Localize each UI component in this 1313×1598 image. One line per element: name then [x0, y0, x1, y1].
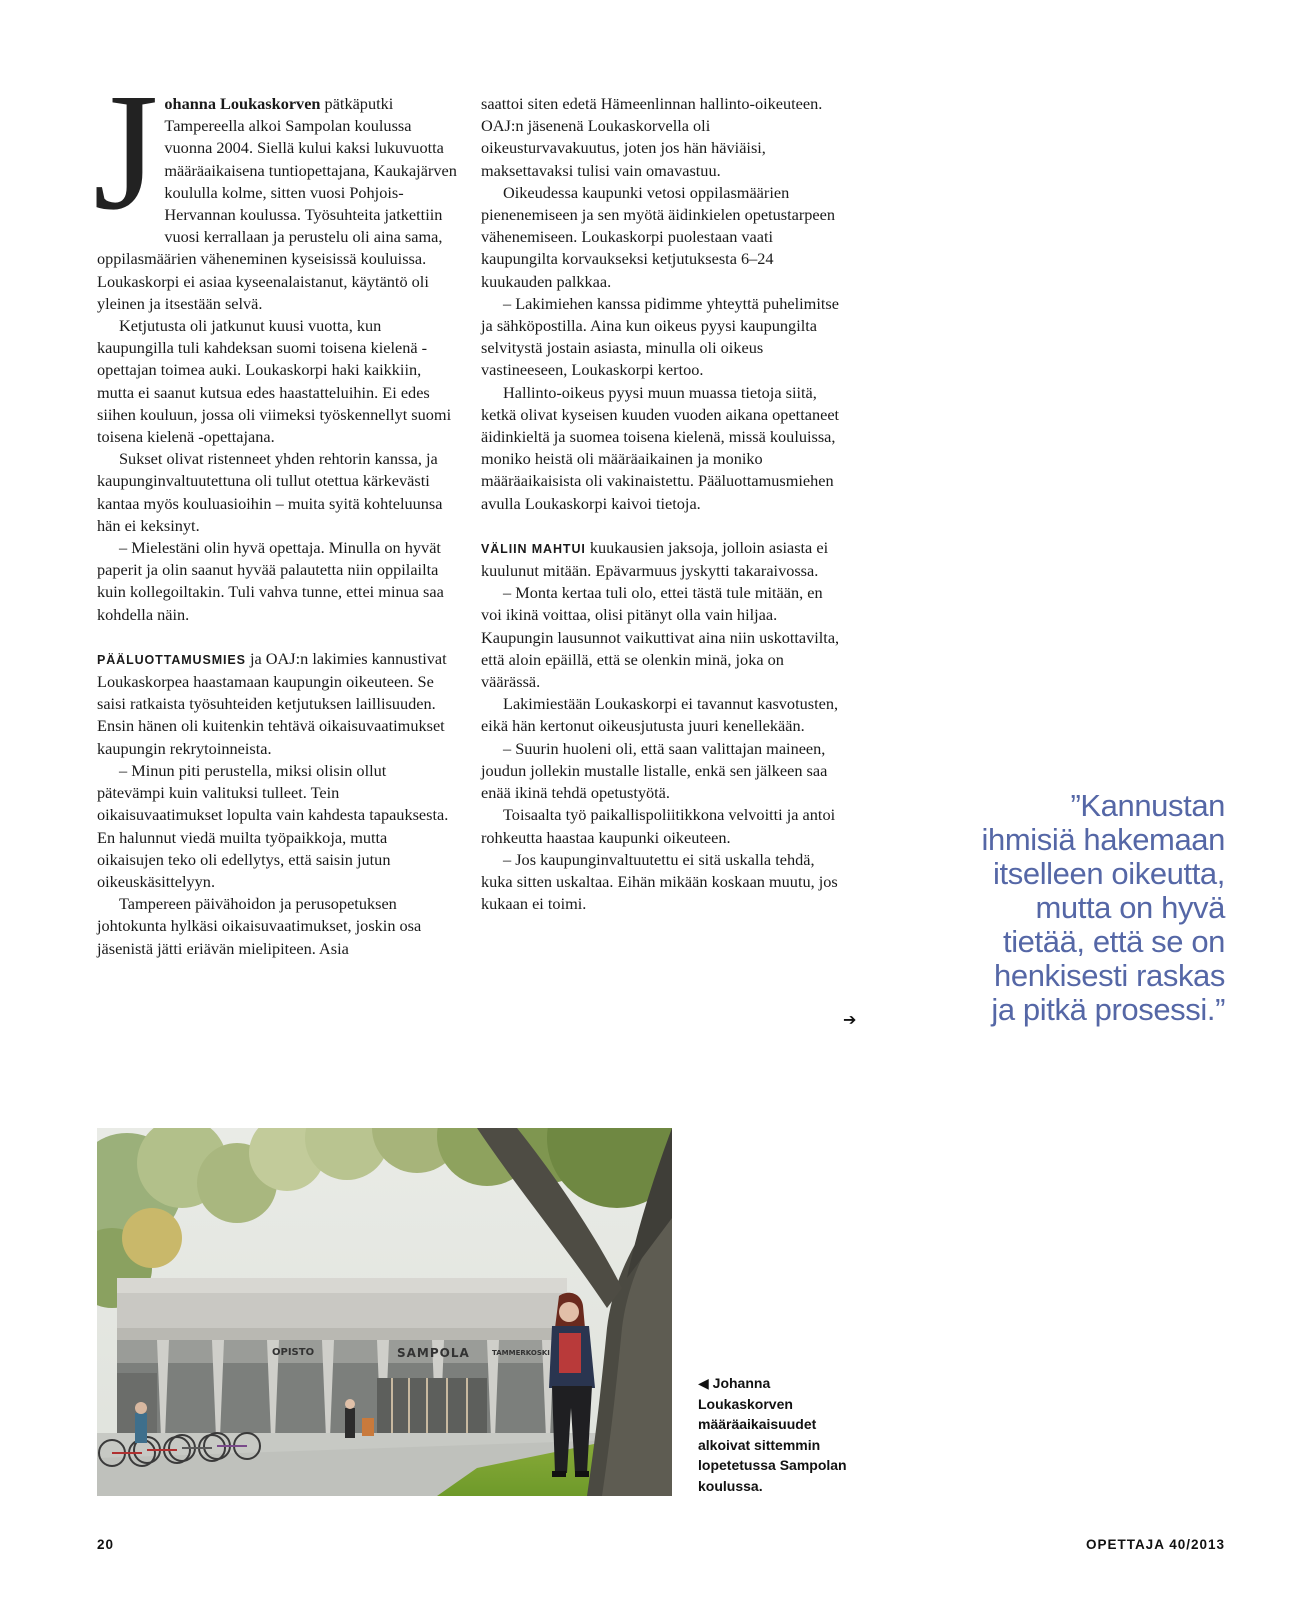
- pull-quote: [930, 789, 1225, 1027]
- paragraph: – Suurin huoleni oli, että saan valittajan maineen, joudun jollekin mustalle listalle, enkä sen jälkeen saa enää ikinä tehdä opetustyötä.: [481, 738, 828, 803]
- run-in-heading: PÄÄLUOTTAMUSMIES: [97, 652, 246, 667]
- paragraph: [97, 648, 457, 760]
- paragraph-text: kuukausien jaksoja, jolloin asiasta ei kuulunut mitään. Epävarmuus jyskytti takaraivossa.: [481, 537, 829, 581]
- school-building: [117, 1278, 567, 1438]
- pull-quote-line: itselleen oikeutta,: [993, 856, 1225, 891]
- photo-illustration: [97, 1128, 672, 1496]
- paragraph: [481, 537, 846, 582]
- paragraph: – Minun piti perustella, miksi olisin ollut pätevämpi kuin valituksi tulleet. Tein oikaisuvaatimukset lopulta vain kahdesta tapauksesta. En halunnut viedä muilta työpaikkoja, mutta oikaisujen teko oli edellytys, että saisin jutun oikeuskäsittelyyn.: [97, 760, 449, 891]
- paragraph-text: ja OAJ:n lakimies kannustivat Loukaskorpea haastamaan kaupungin oikeuteen. Se saisi ratkaista työsuhteiden ketjutuksen laillisuuden. Ensin hänen oli kuitenkin tehtävä oikaisuvaatimukset kaupungin rekrytoinneista.: [97, 648, 447, 758]
- article-column-1: [93, 59, 457, 960]
- paragraph: Toisaalta työ paikallispoliitikkona velvoitti ja antoi rohkeutta haastaa kaupunki oikeuteen.: [481, 805, 836, 847]
- paragraph: – Jos kaupunginvaltuutettu ei sitä uskalla tehdä, kuka sitten uskaltaa. Eihän mikään koskaan muutu, jos kukaan ei toimi.: [481, 849, 838, 914]
- paragraph: Oikeudessa kaupunki vetosi oppilasmäärien pienenemiseen ja sen myötä äidinkielen opetustarpeen vähenemiseen. Loukaskorpi puolestaan vaati kaupungilta korvaukseksi ketjutuksesta 6–24 kuukauden palkkaa.: [481, 182, 835, 291]
- lead-name: ohanna Loukaskorven: [164, 94, 321, 113]
- paragraph: Hallinto-oikeus pyysi muun muassa tietoja siitä, ketkä olivat kyseisen kuuden vuoden aikana opettaneet äidinkieltä ja suomea toisena kielenä, missä kouluissa, moniko heistä oli määräaikainen ja moniko määräaikaisista oli vakinaistettu. Pääluottamusmiehen avulla Loukaskorpi kaivoi tietoja.: [481, 382, 840, 513]
- paragraph: Sukset olivat ristenneet yhden rehtorin kanssa, ja kaupunginvaltuutettuna oli tullut otettua kärkevästi kantaa myös kouluasioihin – muita syitä kohteluunsa hän ei keksinyt.: [97, 449, 443, 535]
- caption-text: Johanna Loukaskorven määräaikaisuudet alkoivat sittemmin lopetetussa Sampolan koulussa.: [698, 1375, 847, 1494]
- page-number: 20: [97, 1537, 115, 1552]
- continue-arrow-icon: ➔: [843, 1010, 857, 1029]
- pull-quote-line: henkisesti raskas: [994, 958, 1225, 993]
- school-photo: [97, 1128, 672, 1496]
- paragraph: Ketjutusta oli jatkunut kuusi vuotta, kun kaupungilla tuli kahdeksan suomi toisena kielenä -opettajan toimea auki. Loukaskorpi haki kaikkiin, mutta ei saanut kutsua edes haastatteluihin. Ei edes siihen kouluun, jossa oli viimeksi työskennellyt suomi toisena kielenä -opettajana.: [97, 316, 452, 447]
- pull-quote-line: mutta on hyvä: [1035, 890, 1225, 925]
- drop-cap: J: [93, 59, 159, 245]
- caption-marker-icon: ◀: [698, 1375, 709, 1391]
- paragraph: Tampereen päivähoidon ja perusopetuksen johtokunta hylkäsi oikaisuvaatimukset, joskin osa jäsenistä jätti eriävän mielipiteen. Asia: [97, 894, 422, 958]
- paragraph: saattoi siten edetä Hämeenlinnan hallinto-oikeuteen. OAJ:n jäsenenä Loukaskorvella oli oikeusturvavakuutus, joten jos hän häviäisi, maksettavaksi tulisi vain omavastuu.: [481, 94, 823, 180]
- paragraph: – Lakimiehen kanssa pidimme yhteyttä puhelimitse ja sähköpostilla. Aina kun oikeus pyysi kaupungilta selvitystä jostain asiasta, minulla oli oikeus vastineeseen, Loukaskorpi kertoo.: [481, 293, 839, 380]
- pull-quote-line: ja pitkä prosessi.”: [991, 992, 1225, 1027]
- sign-opisto: OPISTO: [272, 1347, 315, 1358]
- pull-quote-line: ihmisiä hakemaan: [981, 822, 1225, 857]
- paragraph: Lakimiestään Loukaskorpi ei tavannut kasvotusten, eikä hän kertonut oikeusjutusta juuri kenellekään.: [481, 694, 839, 736]
- pull-quote-line: ”Kannustan: [1070, 788, 1225, 823]
- pull-quote-line: tietää, että se on: [1002, 924, 1225, 959]
- run-in-heading: VÄLIIN MAHTUI: [481, 541, 586, 556]
- paragraph-text: pätkäputki Tampereella alkoi Sampolan koulussa vuonna 2004. Siellä kului kaksi lukuvuotta määräaikaisena tuntiopettajana, Kaukajärven koululla kolme, sitten vuosi Pohjois-Hervannan koulussa. Työsuhteita jatkettiin vuosi kerrallaan ja perustelu oli aina sama, oppilasmäärien väheneminen kyseisissä kouluissa. Loukaskorpi ei asiaa kyseenalaistanut, käytäntö oli yleinen ja itsestään selvä.: [97, 94, 457, 313]
- paragraph: – Mielestäni olin hyvä opettaja. Minulla on hyvät paperit ja olin saanut hyvää palautetta niin oppilailta kuin kollegoiltakin. Tuli vahva tunne, ettei minua saa kohdella näin.: [97, 538, 444, 624]
- article-column-2: [481, 93, 846, 915]
- sign-tammerkoski: TAMMERKOSKI: [492, 1349, 550, 1357]
- sign-sampola: SAMPOLA: [397, 1346, 470, 1360]
- photo-caption: [698, 1373, 863, 1496]
- paragraph: – Monta kertaa tuli olo, ettei tästä tule mitään, en voi ikinä voittaa, olisi pitänyt olla vain hiljaa. Kaupungin lausunnot vaikuttivat aina niin uskottavilta, että aloin epäillä, että se olenkin minä, joka on väärässä.: [481, 583, 840, 692]
- issue-label: OPETTAJA 40/2013: [1085, 1537, 1225, 1552]
